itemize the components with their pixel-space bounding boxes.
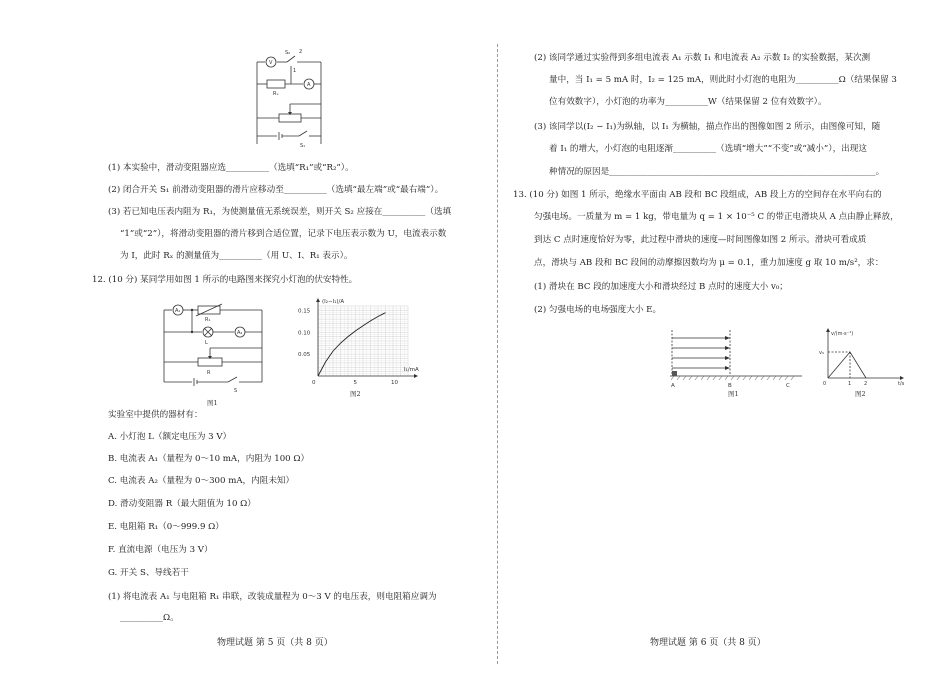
vt-x-label: t/s — [898, 381, 905, 387]
q12-fig2-caption: 图2 — [350, 390, 361, 398]
q12-part2-line3: 位有效数字），小灯泡的功率为__________W（结果保留 2 位有效数字）。 — [549, 97, 827, 107]
q13-question1: (1) 滑块在 BC 段的加速度大小和滑块经过 B 点时的速度大小 v₀； — [534, 282, 788, 292]
q12-part1-line2: __________Ω。 — [120, 613, 179, 623]
ammeter-a1-symbol: A₁ — [175, 308, 181, 314]
material-g: G. 开关 S、导线若干 — [108, 568, 189, 578]
material-c: C. 电流表 A₂（量程为 0～300 mA，内阻未知） — [108, 476, 295, 486]
ammeter-a2-symbol: A₂ — [237, 330, 243, 336]
label-s1: S₁ — [300, 143, 306, 149]
q12-part1-line1: (1) 将电流表 A₁ 与电阻箱 R₁ 串联，改装成量程为 0～3 V 的电压表，则电阻箱应调为 — [108, 592, 437, 602]
vt-origin: 0 — [823, 381, 827, 387]
material-d: D. 滑动变阻器 R（最大阻值为 10 Ω） — [108, 499, 256, 509]
q13-figure2-vt-graph — [818, 326, 906, 390]
chart-y-tick-label: 0.05 — [298, 352, 311, 359]
label-rx: Rₓ — [273, 91, 279, 97]
q11-part3-line3: 为 I，此时 Rₓ 的测量值为__________（用 U、I、R₁ 表示）。 — [120, 251, 353, 261]
q13-stem-line4: 点，滑块与 AB 段和 BC 段间的动摩擦因数均为 μ = 0.1，重力加速度 g 取 10 m/s²，求： — [534, 258, 884, 268]
q12-part3-line1: (3) 该同学以(I₂ − I₁)为纵轴，以 I₁ 为横轴，描点作出的图像如图 2 所示，由图像可知，随 — [534, 122, 881, 132]
slider-block — [672, 371, 677, 376]
q13-question2: (2) 匀强电场的电场强度大小 E。 — [534, 305, 662, 315]
material-b: B. 电流表 A₁（量程为 0～10 mA，内阻为 100 Ω） — [108, 454, 310, 464]
label-1: 1 — [293, 68, 297, 74]
label-s2: S₂ — [285, 50, 291, 56]
material-a: A. 小灯泡 L（额定电压为 3 V） — [108, 432, 232, 442]
voltmeter-symbol: V — [269, 60, 273, 66]
point-b-label: B — [728, 383, 732, 389]
q12-part3-line3: 种情况的原因是______________________________________________________________。 — [549, 167, 885, 177]
vt-y-label: v/(m·s⁻¹) — [831, 331, 854, 337]
q11-part1: (1) 本实验中，滑动变阻器应选__________（选填“R₁”或“R₂”）。 — [108, 163, 354, 173]
label-s: S — [234, 388, 238, 394]
vt-v0-label: v₀ — [819, 350, 824, 356]
q11-part2: (2) 闭合开关 S₁ 前滑动变阻器的滑片应移动至__________（选填“最左端”或“最右端”）。 — [108, 185, 444, 195]
q12-part2-line1: (2) 该同学通过实验得到多组电流表 A₁ 示数 I₁ 和电流表 A₂ 示数 I₂ 的实验数据，某次测 — [534, 53, 871, 63]
q13-fig2-caption: 图2 — [855, 390, 866, 398]
q12-part2-line2: 量中，当 I₁ = 5 mA 时，I₂ = 125 mA，则此时小灯泡的电阻为__________Ω（结果保留 3 — [549, 75, 897, 85]
footer-page-5: 物理试题 第 5 页（共 8 页） — [217, 638, 333, 648]
q12-fig1-caption: 图1 — [207, 399, 218, 407]
q12-iv-chart — [292, 296, 422, 390]
circuit-figure-q11 — [253, 48, 325, 152]
q12-part3-line2: 着 I₁ 的增大，小灯泡的电阻逐渐__________（选填“增大”“不变”或“减小”），出现这 — [549, 144, 867, 154]
q13-stem-line1: 13. (10 分) 如图 1 所示，绝缘水平面由 AB 段和 BC 段组成，AB 段上方的空间存在水平向右的 — [513, 190, 882, 200]
point-c-label: C — [786, 383, 790, 389]
vt-tick-1: 1 — [848, 381, 852, 387]
label-r: R — [207, 370, 211, 376]
footer-page-6: 物理试题 第 6 页（共 8 页） — [650, 638, 766, 648]
q11-part3-line1: (3) 若已知电压表内阻为 R₁，为使测量值无系统误差，则开关 S₂ 应接在__________（选填 — [108, 207, 452, 217]
q13-fig1-caption: 图1 — [728, 390, 739, 398]
chart-x-label: I₁/mA — [404, 367, 419, 373]
q13-figure1-field — [668, 326, 804, 390]
label-2: 2 — [299, 49, 303, 55]
chart-y-label: (I₂−I₁)/A — [322, 299, 345, 305]
chart-x-tick-label: 10 — [391, 380, 398, 386]
q11-part3-line2: “1”或“2”），将滑动变阻器的滑片移到合适位置，记录下电压表示数为 U，电流表示数 — [120, 229, 447, 239]
q13-stem-line2: 匀强电场。一质量为 m = 1 kg，带电量为 q = 1 × 10⁻⁵ C 的带正电滑块从 A 点由静止释放， — [534, 212, 899, 222]
page-divider — [497, 44, 498, 664]
material-f: F. 直流电源（电压为 3 V） — [108, 545, 213, 555]
chart-origin: 0 — [312, 380, 316, 386]
label-r1: R₁ — [205, 317, 211, 323]
chart-x-tick-label: 5 — [353, 380, 357, 386]
materials-title: 实验室中提供的器材有： — [108, 410, 203, 420]
chart-y-tick-label: 0.15 — [298, 308, 311, 315]
chart-y-tick-label: 0.10 — [298, 330, 311, 337]
q13-stem-line3: 到达 C 点时速度恰好为零，此过程中滑块的速度—时间图像如图 2 所示。滑块可看成质 — [534, 235, 867, 245]
q12-stem: 12. (10 分) 某同学用如图 1 所示的电路图来探究小灯泡的伏安特性。 — [92, 275, 358, 285]
label-l: L — [205, 340, 208, 346]
circuit-figure-q12 — [158, 296, 268, 396]
ammeter-symbol: A — [307, 82, 311, 88]
vt-tick-2: 2 — [864, 381, 868, 387]
material-e: E. 电阻箱 R₁（0～999.9 Ω） — [108, 522, 224, 532]
point-a-label: A — [671, 383, 675, 389]
